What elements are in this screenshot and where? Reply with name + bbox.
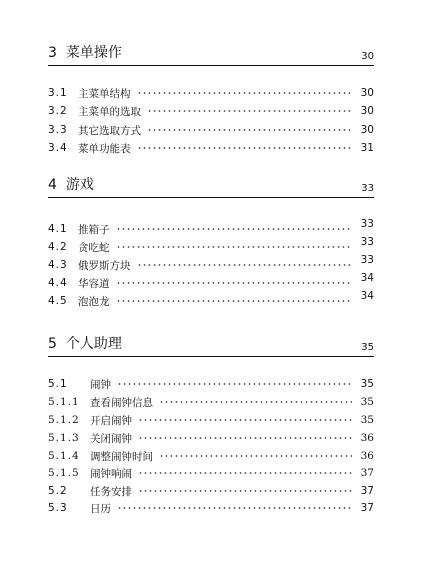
chapter-title: 3 菜单操作 bbox=[48, 45, 122, 61]
toc-entry[interactable]: 3.4 菜单功能表 31 bbox=[48, 142, 374, 155]
toc-entry[interactable]: 4.2 贪吃蛇 33 bbox=[48, 236, 374, 254]
dot-leader bbox=[116, 246, 353, 248]
chapter-heading[interactable] bbox=[48, 330, 374, 357]
toc-entry[interactable]: 5.1.4 调整闹钟时间 36 bbox=[48, 450, 374, 463]
toc-entry[interactable]: 5.1.2 开启闹钟 35 bbox=[48, 414, 374, 427]
dot-leader bbox=[117, 507, 352, 509]
dot-leader bbox=[138, 490, 352, 492]
chapter-heading[interactable] bbox=[48, 40, 374, 66]
dot-leader bbox=[116, 282, 353, 284]
toc-entry[interactable]: 3.2 主菜单的选取 30 bbox=[48, 105, 374, 118]
dot-leader bbox=[137, 147, 353, 149]
toc-entry[interactable]: 4.1 推箱子 33 bbox=[48, 218, 374, 236]
toc-entry[interactable]: 5.1 闹钟 35 bbox=[48, 378, 374, 391]
dot-leader bbox=[147, 129, 352, 131]
chapter-heading[interactable] bbox=[48, 172, 374, 198]
chapter-rule bbox=[48, 197, 374, 198]
toc-entry[interactable]: 4.3 俄罗斯方块 33 bbox=[48, 254, 374, 272]
dot-leader bbox=[138, 472, 352, 474]
toc-entry[interactable]: 5.1.1 查看闹钟信息 35 bbox=[48, 396, 374, 409]
toc-entry[interactable]: 5.1.3 关闭闹钟 36 bbox=[48, 432, 374, 445]
chapter-page-number: 33 bbox=[361, 183, 374, 194]
dot-leader bbox=[147, 110, 352, 112]
toc-entry[interactable]: 4.4 华容道 34 bbox=[48, 272, 374, 290]
dot-leader bbox=[137, 264, 353, 266]
toc-entry[interactable]: 3.3 其它选取方式 30 bbox=[48, 124, 374, 137]
dot-leader bbox=[138, 437, 352, 439]
dot-leader bbox=[116, 228, 353, 230]
chapter-page-number: 30 bbox=[361, 51, 374, 62]
toc-entry[interactable]: 5.2 任务安排 37 bbox=[48, 485, 374, 498]
toc-entry[interactable]: 5.3 日历 37 bbox=[48, 502, 374, 515]
dot-leader bbox=[137, 92, 353, 94]
dot-leader bbox=[116, 300, 353, 302]
dot-leader bbox=[117, 383, 352, 385]
chapter-title: 5 个人助理 bbox=[48, 336, 122, 352]
chapter-rule bbox=[48, 356, 374, 357]
chapter-page-number: 35 bbox=[361, 342, 374, 353]
dot-leader bbox=[159, 455, 352, 457]
dot-leader bbox=[138, 419, 352, 421]
toc-entry[interactable]: 5.1.5 闹钟响闹 37 bbox=[48, 467, 374, 480]
toc-entry[interactable]: 4.5 泡泡龙 34 bbox=[48, 290, 374, 308]
toc-entry[interactable]: 3.1 主菜单结构 30 bbox=[48, 87, 374, 100]
dot-leader bbox=[159, 401, 352, 403]
chapter-title: 4 游戏 bbox=[48, 177, 94, 193]
chapter-rule bbox=[48, 65, 374, 66]
